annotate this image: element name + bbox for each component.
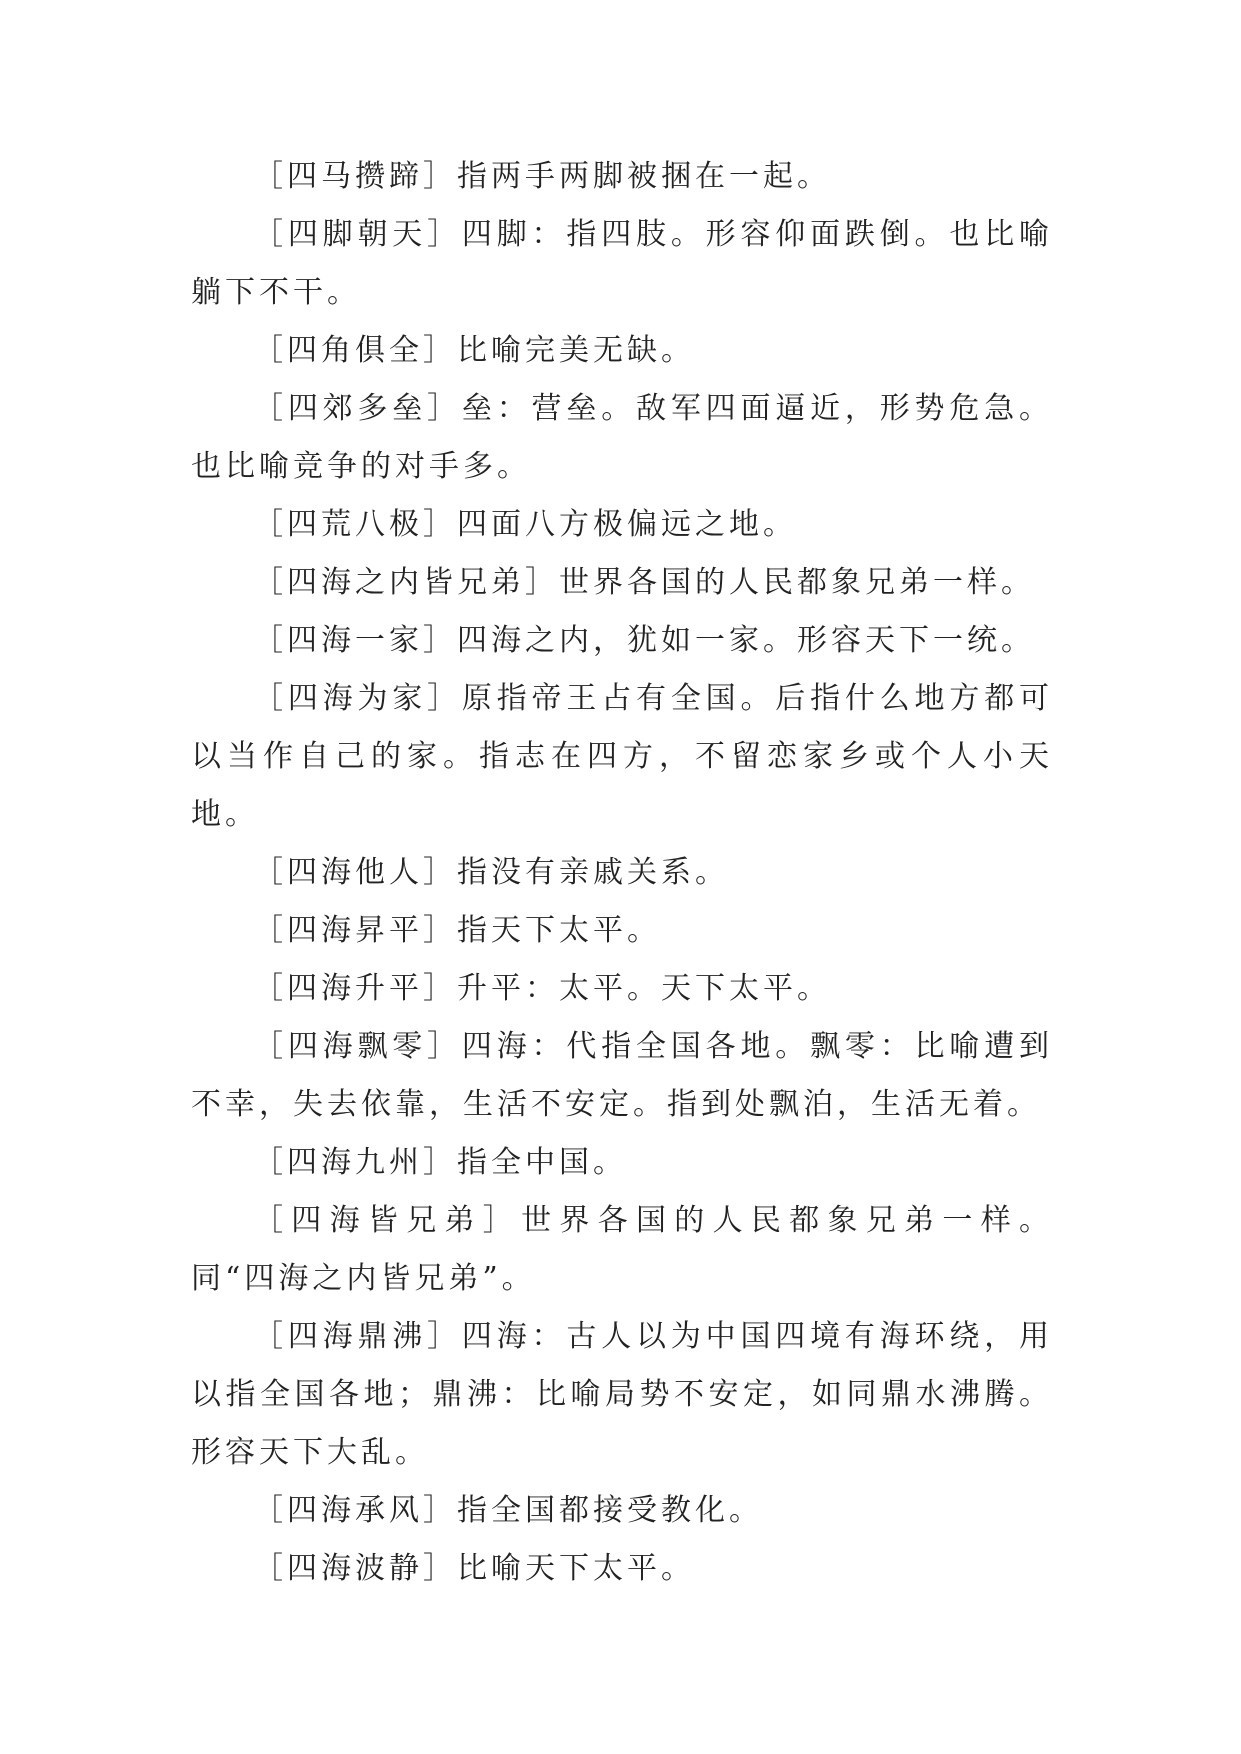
entry-10 <box>191 960 1053 1018</box>
entry-14 <box>191 1308 1053 1482</box>
entry-term: ［四马攒蹄］ <box>253 159 457 194</box>
entry-definition: 比喻天下太平。 <box>457 1551 695 1586</box>
entry-term: ［四角俱全］ <box>253 333 457 368</box>
entry-definition: 世界各国的人民都象兄弟一样。 <box>559 565 1035 600</box>
entry-term: ［四海昇平］ <box>253 913 457 948</box>
entry-term: ［四海飘零］ <box>253 1029 462 1064</box>
entry-term: ［四海升平］ <box>253 971 457 1006</box>
entry-12 <box>191 1134 1053 1192</box>
entry-definition: 指没有亲戚关系。 <box>457 855 729 890</box>
entry-4 <box>191 496 1053 554</box>
entry-definition: 四面八方极偏远之地。 <box>457 507 797 542</box>
entry-2 <box>191 322 1053 380</box>
entry-term: ［四海皆兄弟］ <box>253 1203 522 1238</box>
entry-term: ［四海承风］ <box>253 1493 457 1528</box>
entry-definition: 升平：太平。天下太平。 <box>457 971 831 1006</box>
entry-term: ［四海九州］ <box>253 1145 457 1180</box>
entry-5 <box>191 554 1053 612</box>
entry-term: ［四海之内皆兄弟］ <box>253 565 559 600</box>
entry-13 <box>191 1192 1053 1308</box>
entry-definition: 指两手两脚被捆在一起。 <box>457 159 831 194</box>
entry-7 <box>191 670 1053 844</box>
entry-definition: 指全国都接受教化。 <box>457 1493 763 1528</box>
entry-8 <box>191 844 1053 902</box>
entry-definition: 世界各国的人民都象兄弟一样。同“四海之内皆兄弟”。 <box>191 1203 1054 1296</box>
entry-definition: 垒：营垒。敌军四面逼近，形势危急。也比喻竞争的对手多。 <box>191 391 1054 484</box>
entry-definition: 比喻完美无缺。 <box>457 333 695 368</box>
entry-term: ［四海鼎沸］ <box>253 1319 462 1354</box>
entry-1 <box>191 206 1053 322</box>
entry-term: ［四郊多垒］ <box>253 391 462 426</box>
entry-term: ［四海他人］ <box>253 855 457 890</box>
dictionary-page <box>191 148 1053 1598</box>
entry-term: ［四海为家］ <box>253 681 462 716</box>
entry-0 <box>191 148 1053 206</box>
entry-term: ［四海一家］ <box>253 623 457 658</box>
entry-9 <box>191 902 1053 960</box>
entry-term: ［四海波静］ <box>253 1551 457 1586</box>
entry-3 <box>191 380 1053 496</box>
entry-15 <box>191 1482 1053 1540</box>
entry-definition: 四海：代指全国各地。飘零：比喻遭到不幸，失去依靠，生活不安定。指到处飘泊，生活无着。 <box>191 1029 1054 1122</box>
entry-16 <box>191 1540 1053 1598</box>
entry-definition: 四海：古人以为中国四境有海环绕，用以指全国各地；鼎沸：比喻局势不安定，如同鼎水沸腾。形容天下大乱。 <box>191 1319 1054 1470</box>
entry-definition: 指天下太平。 <box>457 913 661 948</box>
entry-definition: 四海之内，犹如一家。形容天下一统。 <box>457 623 1035 658</box>
entry-6 <box>191 612 1053 670</box>
entry-term: ［四荒八极］ <box>253 507 457 542</box>
entry-term: ［四脚朝天］ <box>253 217 462 252</box>
entry-definition: 原指帝王占有全国。后指什么地方都可以当作自己的家。指志在四方，不留恋家乡或个人小天地。 <box>191 681 1054 832</box>
entry-definition: 指全中国。 <box>457 1145 627 1180</box>
entry-definition: 四脚：指四肢。形容仰面跌倒。也比喻躺下不干。 <box>191 217 1054 310</box>
entry-11 <box>191 1018 1053 1134</box>
